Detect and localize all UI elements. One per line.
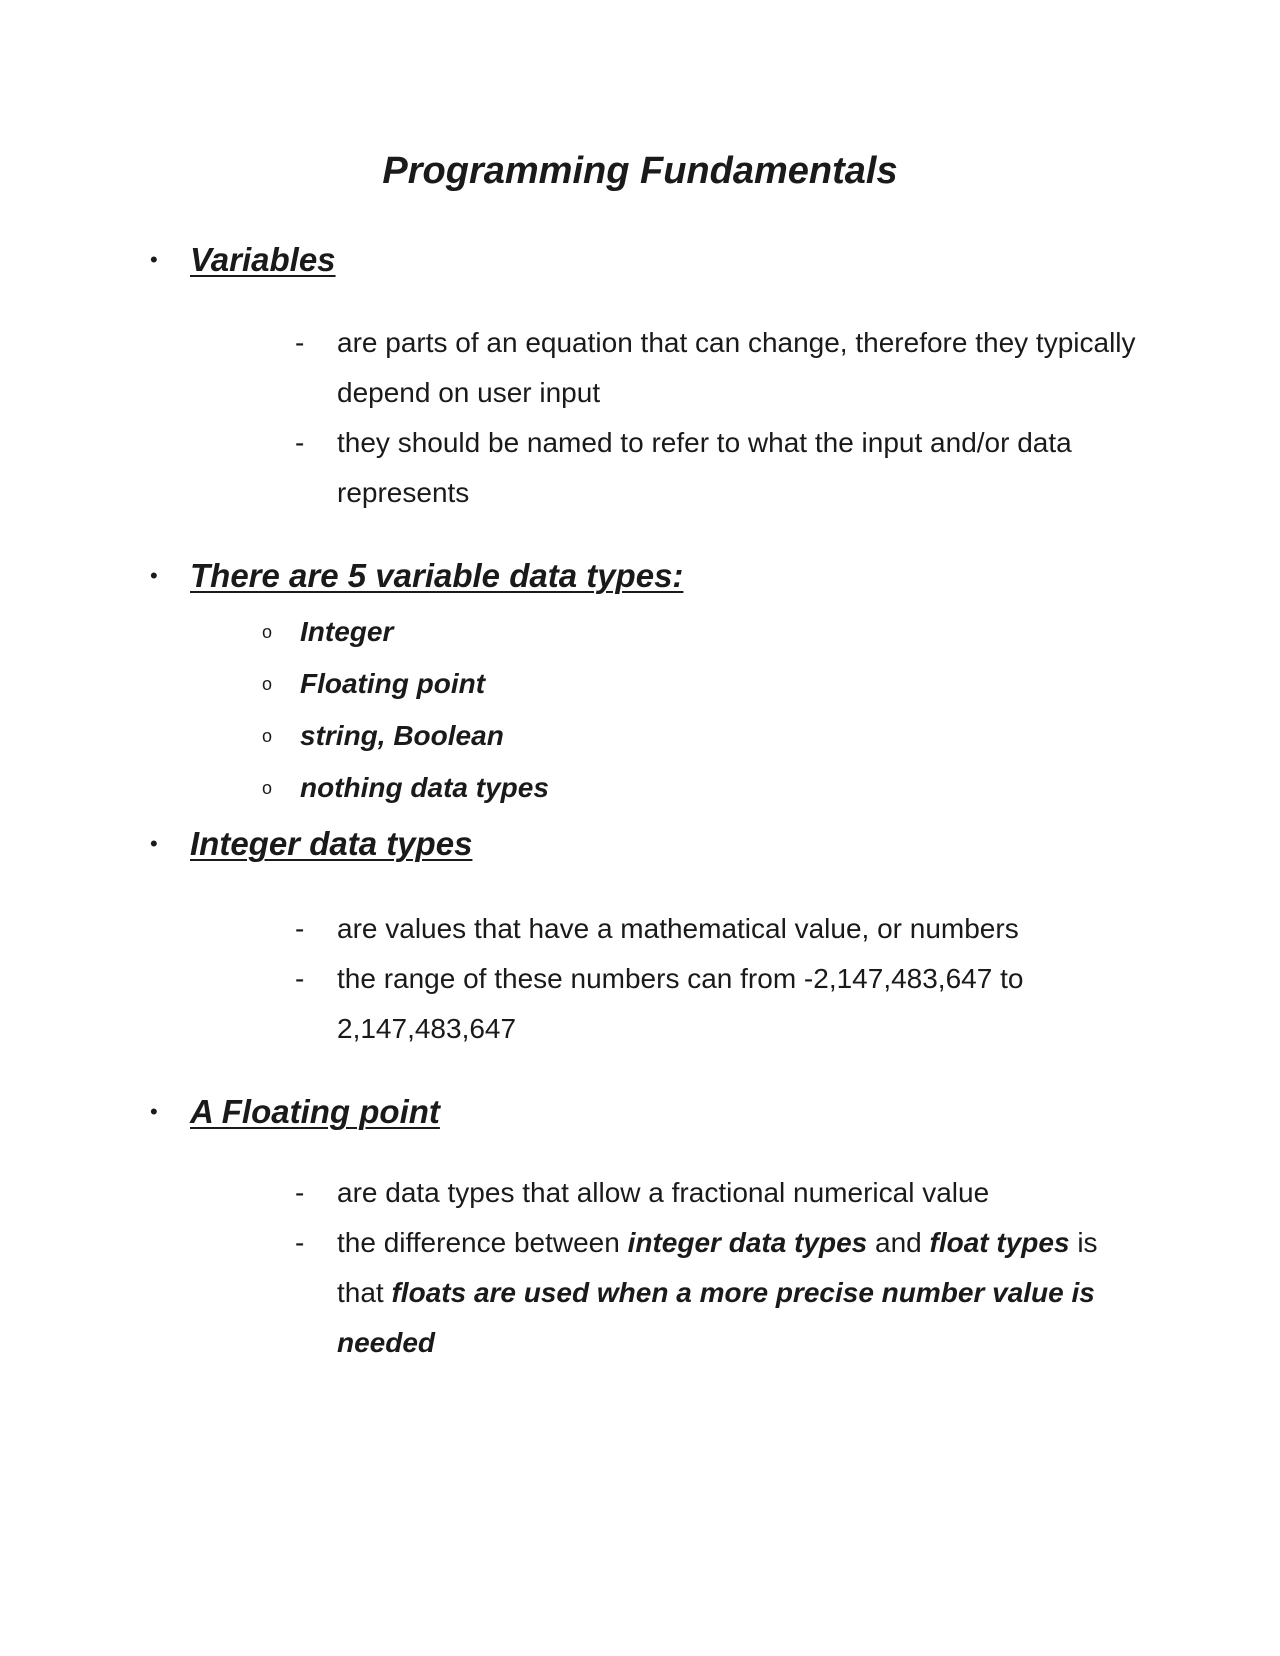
dash-marker: -	[295, 327, 305, 358]
bullet-marker: •	[150, 563, 158, 588]
circle-marker: o	[262, 726, 273, 746]
data-type-label: nothing data types	[300, 772, 549, 803]
dash-marker: -	[295, 1227, 305, 1258]
list-item	[295, 954, 1155, 1054]
list-item-text: are values that have a mathematical value, or numbers	[337, 913, 1019, 944]
dash-marker: -	[295, 963, 305, 994]
dash-marker: -	[295, 427, 305, 458]
difference-emphasis: floats are used when a more precise number value is needed	[337, 1277, 1095, 1358]
section-heading-text: There are 5 variable data types:	[190, 557, 684, 594]
data-type-label: Integer	[300, 616, 394, 647]
bullet-marker: •	[150, 247, 158, 272]
circle-marker: o	[262, 778, 273, 798]
list-item-text: are data types that allow a fractional numerical value	[337, 1177, 990, 1208]
list-item	[295, 318, 1155, 418]
circle-marker: o	[262, 622, 273, 642]
list-item	[295, 1168, 1155, 1218]
difference-and: and	[875, 1227, 922, 1258]
list-item	[295, 1218, 1155, 1368]
difference-prefix: the difference between	[337, 1227, 620, 1258]
dash-marker: -	[295, 913, 305, 944]
list-item	[295, 904, 1155, 954]
difference-text	[337, 1218, 1137, 1368]
section-heading-text: Integer data types	[190, 825, 473, 862]
data-type-label: Floating point	[300, 668, 486, 699]
list-item-text: are parts of an equation that can change, therefore they typically depend on user input	[337, 327, 1136, 408]
dash-marker: -	[295, 1177, 305, 1208]
bullet-marker: •	[150, 1099, 158, 1124]
circle-marker: o	[262, 674, 273, 694]
data-type-label: string, Boolean	[300, 720, 504, 751]
list-item	[295, 418, 1155, 518]
term-float-types: float types	[929, 1227, 1070, 1258]
page-title: Programming Fundamentals	[382, 150, 898, 192]
list-item-text: they should be named to refer to what the input and/or data represents	[337, 427, 1072, 508]
bullet-marker: •	[150, 831, 158, 856]
section-heading-text: Variables	[190, 241, 336, 278]
term-integer-data-types: integer data types	[627, 1227, 868, 1258]
section-heading-text: A Floating point	[190, 1093, 440, 1130]
list-item-text: the range of these numbers can from -2,147,483,647 to 2,147,483,647	[337, 963, 1024, 1044]
difference-middle: is that	[337, 1227, 1098, 1308]
